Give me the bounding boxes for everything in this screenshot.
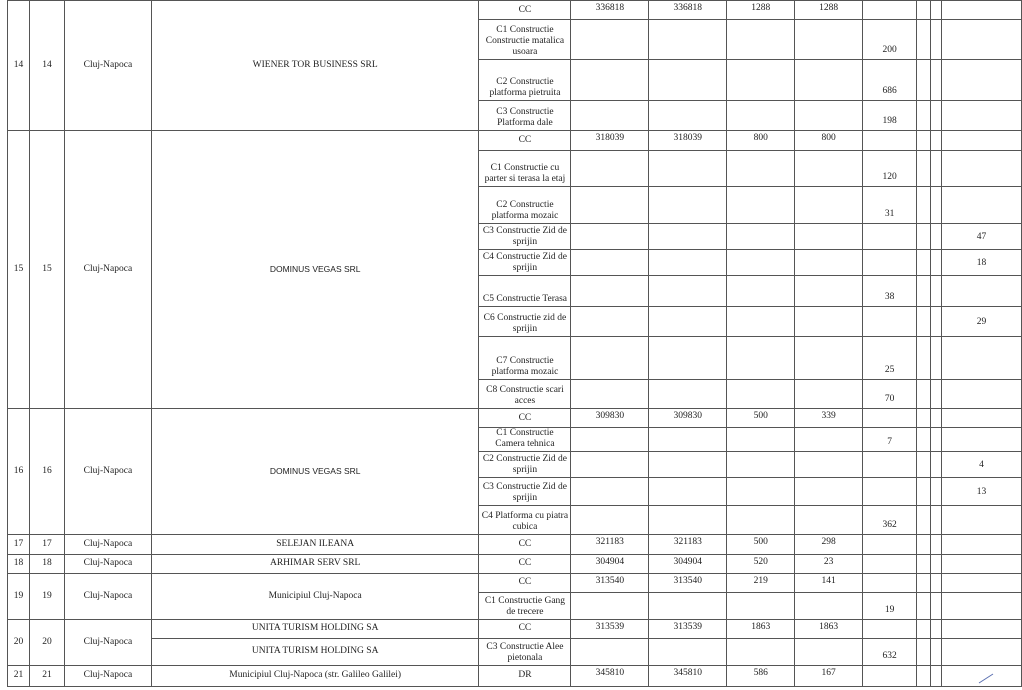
blank-column bbox=[917, 224, 931, 250]
blank-column bbox=[917, 101, 931, 131]
cadastral-number bbox=[571, 187, 649, 224]
area-total bbox=[727, 428, 795, 452]
construction-description: C1 Constructie Gang de trecere bbox=[479, 592, 571, 619]
area-total: 500 bbox=[727, 534, 795, 554]
cadastral-number bbox=[571, 380, 649, 409]
wall-area: 13 bbox=[942, 477, 1022, 505]
wall-area bbox=[942, 428, 1022, 452]
land-book-number: 336818 bbox=[649, 1, 727, 20]
blank-column bbox=[917, 60, 931, 101]
construction-description: C3 Constructie Alee pietonala bbox=[479, 638, 571, 665]
table-row bbox=[8, 638, 1022, 665]
construction-description: DR bbox=[479, 665, 571, 686]
wall-area bbox=[942, 638, 1022, 665]
row-number: 19 bbox=[8, 573, 30, 619]
construction-area: 632 bbox=[863, 638, 917, 665]
cadastral-number: 313540 bbox=[571, 573, 649, 592]
land-book-number: 321183 bbox=[649, 534, 727, 554]
owner-cell: Municipiul Cluj-Napoca bbox=[151, 573, 479, 619]
blank-column bbox=[917, 380, 931, 409]
blank-column bbox=[917, 554, 931, 573]
land-book-number: 309830 bbox=[649, 409, 727, 428]
cadastral-number bbox=[571, 505, 649, 534]
blank-column bbox=[931, 131, 942, 151]
locality-cell: Cluj-Napoca bbox=[64, 554, 151, 573]
blank-column bbox=[931, 307, 942, 337]
cadastral-number bbox=[571, 307, 649, 337]
construction-area: 362 bbox=[863, 505, 917, 534]
owner-cell: ARHIMAR SERV SRL bbox=[151, 554, 479, 573]
construction-description: C6 Constructie zid de sprijin bbox=[479, 307, 571, 337]
area-built bbox=[795, 276, 863, 307]
construction-description: CC bbox=[479, 619, 571, 638]
construction-area: 686 bbox=[863, 60, 917, 101]
row-number-secondary: 21 bbox=[29, 665, 64, 686]
land-book-number bbox=[649, 276, 727, 307]
construction-area bbox=[863, 250, 917, 276]
wall-area bbox=[942, 592, 1022, 619]
area-built bbox=[795, 451, 863, 477]
table-row bbox=[8, 665, 1022, 686]
area-built bbox=[795, 101, 863, 131]
table-row bbox=[8, 409, 1022, 428]
wall-area: 4 bbox=[942, 451, 1022, 477]
wall-area: 47 bbox=[942, 224, 1022, 250]
area-built: 800 bbox=[795, 131, 863, 151]
cadastral-number: 309830 bbox=[571, 409, 649, 428]
area-total bbox=[727, 505, 795, 534]
area-built bbox=[795, 307, 863, 337]
construction-area bbox=[863, 131, 917, 151]
area-total: 500 bbox=[727, 409, 795, 428]
blank-column bbox=[931, 477, 942, 505]
area-total bbox=[727, 60, 795, 101]
construction-area: 200 bbox=[863, 20, 917, 60]
blank-column bbox=[931, 60, 942, 101]
construction-description: C1 Constructie cu parter si terasa la etaj bbox=[479, 151, 571, 187]
area-built: 339 bbox=[795, 409, 863, 428]
construction-area bbox=[863, 619, 917, 638]
blank-column bbox=[917, 592, 931, 619]
area-built bbox=[795, 224, 863, 250]
wall-area bbox=[942, 573, 1022, 592]
blank-column bbox=[931, 409, 942, 428]
area-built bbox=[795, 477, 863, 505]
land-book-number bbox=[649, 250, 727, 276]
wall-area bbox=[942, 534, 1022, 554]
construction-area: 31 bbox=[863, 187, 917, 224]
cadastral-number: 313539 bbox=[571, 619, 649, 638]
row-number-secondary: 14 bbox=[29, 1, 64, 131]
construction-description: CC bbox=[479, 131, 571, 151]
blank-column bbox=[917, 307, 931, 337]
cadastral-number bbox=[571, 101, 649, 131]
blank-column bbox=[931, 638, 942, 665]
locality-cell: Cluj-Napoca bbox=[64, 409, 151, 535]
land-book-number bbox=[649, 20, 727, 60]
row-number-secondary: 15 bbox=[29, 131, 64, 409]
blank-column bbox=[917, 187, 931, 224]
wall-area bbox=[942, 60, 1022, 101]
wall-area bbox=[942, 554, 1022, 573]
area-built bbox=[795, 380, 863, 409]
property-register-table bbox=[7, 0, 1022, 687]
row-number-secondary: 20 bbox=[29, 619, 64, 665]
blank-column bbox=[917, 505, 931, 534]
wall-area bbox=[942, 131, 1022, 151]
construction-area bbox=[863, 307, 917, 337]
construction-description: C3 Constructie Zid de sprijin bbox=[479, 224, 571, 250]
blank-column bbox=[931, 554, 942, 573]
area-total bbox=[727, 224, 795, 250]
area-total bbox=[727, 250, 795, 276]
blank-column bbox=[917, 477, 931, 505]
owner-cell: DOMINUS VEGAS SRL bbox=[151, 409, 479, 535]
construction-area bbox=[863, 451, 917, 477]
area-total: 800 bbox=[727, 131, 795, 151]
row-number-secondary: 19 bbox=[29, 573, 64, 619]
blank-column bbox=[931, 505, 942, 534]
land-book-number bbox=[649, 60, 727, 101]
blank-column bbox=[917, 131, 931, 151]
cadastral-number bbox=[571, 428, 649, 452]
blank-column bbox=[931, 20, 942, 60]
cadastral-number bbox=[571, 638, 649, 665]
blank-column bbox=[931, 187, 942, 224]
row-number: 14 bbox=[8, 1, 30, 131]
cadastral-number bbox=[571, 592, 649, 619]
locality-cell: Cluj-Napoca bbox=[64, 534, 151, 554]
land-book-number bbox=[649, 380, 727, 409]
area-built bbox=[795, 151, 863, 187]
area-built: 141 bbox=[795, 573, 863, 592]
construction-area bbox=[863, 477, 917, 505]
construction-area bbox=[863, 534, 917, 554]
area-total: 1863 bbox=[727, 619, 795, 638]
wall-area: 29 bbox=[942, 307, 1022, 337]
wall-area bbox=[942, 1, 1022, 20]
area-total: 586 bbox=[727, 665, 795, 686]
blank-column bbox=[917, 409, 931, 428]
table-row bbox=[8, 131, 1022, 151]
wall-area bbox=[942, 276, 1022, 307]
land-book-number bbox=[649, 505, 727, 534]
area-total bbox=[727, 187, 795, 224]
cadastral-number: 336818 bbox=[571, 1, 649, 20]
land-book-number bbox=[649, 307, 727, 337]
land-book-number bbox=[649, 638, 727, 665]
locality-cell: Cluj-Napoca bbox=[64, 1, 151, 131]
area-built: 23 bbox=[795, 554, 863, 573]
area-total bbox=[727, 592, 795, 619]
area-total bbox=[727, 380, 795, 409]
row-number: 17 bbox=[8, 534, 30, 554]
construction-description: C5 Constructie Terasa bbox=[479, 276, 571, 307]
locality-cell: Cluj-Napoca bbox=[64, 665, 151, 686]
table-row bbox=[8, 554, 1022, 573]
land-book-number bbox=[649, 477, 727, 505]
area-built bbox=[795, 592, 863, 619]
blank-column bbox=[931, 1, 942, 20]
owner-cell: UNITA TURISM HOLDING SA bbox=[151, 619, 479, 638]
blank-column bbox=[931, 665, 942, 686]
construction-area bbox=[863, 554, 917, 573]
blank-column bbox=[931, 276, 942, 307]
cadastral-number bbox=[571, 451, 649, 477]
construction-area bbox=[863, 409, 917, 428]
wall-area: 18 bbox=[942, 250, 1022, 276]
locality-cell: Cluj-Napoca bbox=[64, 131, 151, 409]
blank-column bbox=[931, 101, 942, 131]
construction-description: CC bbox=[479, 534, 571, 554]
blank-column bbox=[931, 592, 942, 619]
area-total: 1288 bbox=[727, 1, 795, 20]
row-number: 16 bbox=[8, 409, 30, 535]
construction-area: 198 bbox=[863, 101, 917, 131]
blank-column bbox=[931, 380, 942, 409]
area-total: 520 bbox=[727, 554, 795, 573]
row-number: 21 bbox=[8, 665, 30, 686]
land-book-number bbox=[649, 428, 727, 452]
cadastral-number: 321183 bbox=[571, 534, 649, 554]
area-built: 1288 bbox=[795, 1, 863, 20]
blank-column bbox=[917, 573, 931, 592]
area-total bbox=[727, 101, 795, 131]
cadastral-number: 345810 bbox=[571, 665, 649, 686]
area-built bbox=[795, 638, 863, 665]
land-book-number: 345810 bbox=[649, 665, 727, 686]
land-book-number: 313540 bbox=[649, 573, 727, 592]
blank-column bbox=[917, 1, 931, 20]
table-row bbox=[8, 619, 1022, 638]
blank-column bbox=[931, 573, 942, 592]
land-book-number bbox=[649, 187, 727, 224]
construction-description: CC bbox=[479, 573, 571, 592]
construction-description: C4 Constructie Zid de sprijin bbox=[479, 250, 571, 276]
land-book-number bbox=[649, 151, 727, 187]
owner-cell: UNITA TURISM HOLDING SA bbox=[151, 638, 479, 665]
blank-column bbox=[917, 428, 931, 452]
cadastral-number bbox=[571, 250, 649, 276]
table-row bbox=[8, 534, 1022, 554]
cadastral-number: 318039 bbox=[571, 131, 649, 151]
construction-description: C2 Constructie Zid de sprijin bbox=[479, 451, 571, 477]
construction-description: C3 Constructie Platforma dale bbox=[479, 101, 571, 131]
blank-column bbox=[931, 250, 942, 276]
blank-column bbox=[931, 451, 942, 477]
area-total bbox=[727, 477, 795, 505]
blank-column bbox=[917, 337, 931, 380]
land-book-number bbox=[649, 101, 727, 131]
cadastral-number bbox=[571, 151, 649, 187]
wall-area bbox=[942, 101, 1022, 131]
area-built bbox=[795, 428, 863, 452]
owner-cell: DOMINUS VEGAS SRL bbox=[151, 131, 479, 409]
land-book-number: 304904 bbox=[649, 554, 727, 573]
blank-column bbox=[917, 451, 931, 477]
row-number: 18 bbox=[8, 554, 30, 573]
cadastral-number bbox=[571, 477, 649, 505]
area-built bbox=[795, 250, 863, 276]
cadastral-number bbox=[571, 224, 649, 250]
area-built bbox=[795, 505, 863, 534]
pen-mark-icon bbox=[978, 672, 994, 684]
construction-description: CC bbox=[479, 409, 571, 428]
blank-column bbox=[931, 337, 942, 380]
construction-area: 38 bbox=[863, 276, 917, 307]
construction-area bbox=[863, 224, 917, 250]
blank-column bbox=[917, 534, 931, 554]
cadastral-number: 304904 bbox=[571, 554, 649, 573]
land-book-number: 313539 bbox=[649, 619, 727, 638]
construction-area: 7 bbox=[863, 428, 917, 452]
cadastral-number bbox=[571, 276, 649, 307]
blank-column bbox=[917, 151, 931, 187]
row-number-secondary: 17 bbox=[29, 534, 64, 554]
construction-area bbox=[863, 665, 917, 686]
wall-area bbox=[942, 187, 1022, 224]
area-built bbox=[795, 20, 863, 60]
construction-description: C3 Constructie Zid de sprijin bbox=[479, 477, 571, 505]
wall-area bbox=[942, 20, 1022, 60]
row-number: 20 bbox=[8, 619, 30, 665]
land-book-number bbox=[649, 224, 727, 250]
construction-description: CC bbox=[479, 1, 571, 20]
wall-area bbox=[942, 380, 1022, 409]
construction-description: C1 Constructie Camera tehnica bbox=[479, 428, 571, 452]
area-total bbox=[727, 307, 795, 337]
cadastral-number bbox=[571, 20, 649, 60]
construction-area: 120 bbox=[863, 151, 917, 187]
land-book-number bbox=[649, 451, 727, 477]
wall-area bbox=[942, 409, 1022, 428]
blank-column bbox=[931, 619, 942, 638]
blank-column bbox=[931, 534, 942, 554]
blank-column bbox=[917, 250, 931, 276]
land-book-number bbox=[649, 337, 727, 380]
construction-area bbox=[863, 573, 917, 592]
area-built: 167 bbox=[795, 665, 863, 686]
area-built bbox=[795, 337, 863, 380]
table-row bbox=[8, 1, 1022, 20]
wall-area bbox=[942, 619, 1022, 638]
blank-column bbox=[917, 20, 931, 60]
locality-cell: Cluj-Napoca bbox=[64, 619, 151, 665]
blank-column bbox=[917, 638, 931, 665]
construction-area: 25 bbox=[863, 337, 917, 380]
row-number: 15 bbox=[8, 131, 30, 409]
construction-description: C2 Constructie platforma mozaic bbox=[479, 187, 571, 224]
blank-column bbox=[931, 151, 942, 187]
wall-area bbox=[942, 337, 1022, 380]
cadastral-number bbox=[571, 60, 649, 101]
area-total: 219 bbox=[727, 573, 795, 592]
construction-description: C4 Platforma cu piatra cubica bbox=[479, 505, 571, 534]
blank-column bbox=[917, 276, 931, 307]
wall-area bbox=[942, 151, 1022, 187]
construction-area bbox=[863, 1, 917, 20]
wall-area bbox=[942, 505, 1022, 534]
land-book-number: 318039 bbox=[649, 131, 727, 151]
row-number-secondary: 16 bbox=[29, 409, 64, 535]
owner-cell: WIENER TOR BUSINESS SRL bbox=[151, 1, 479, 131]
area-built: 298 bbox=[795, 534, 863, 554]
owner-cell: Municipiul Cluj-Napoca (str. Galileo Galilei) bbox=[151, 665, 479, 686]
construction-description: CC bbox=[479, 554, 571, 573]
area-total bbox=[727, 20, 795, 60]
cadastral-number bbox=[571, 337, 649, 380]
area-total bbox=[727, 638, 795, 665]
area-built bbox=[795, 60, 863, 101]
area-total bbox=[727, 451, 795, 477]
blank-column bbox=[917, 665, 931, 686]
table-row bbox=[8, 573, 1022, 592]
blank-column bbox=[931, 224, 942, 250]
construction-area: 70 bbox=[863, 380, 917, 409]
construction-description: C8 Constructie scari acces bbox=[479, 380, 571, 409]
area-built: 1863 bbox=[795, 619, 863, 638]
blank-column bbox=[931, 428, 942, 452]
construction-description: C1 Constructie Constructie matalica usoara bbox=[479, 20, 571, 60]
blank-column bbox=[917, 619, 931, 638]
owner-cell: SELEJAN ILEANA bbox=[151, 534, 479, 554]
construction-area: 19 bbox=[863, 592, 917, 619]
land-book-number bbox=[649, 592, 727, 619]
area-total bbox=[727, 151, 795, 187]
area-built bbox=[795, 187, 863, 224]
area-total bbox=[727, 276, 795, 307]
row-number-secondary: 18 bbox=[29, 554, 64, 573]
construction-description: C2 Constructie platforma pietruita bbox=[479, 60, 571, 101]
construction-description: C7 Constructie platforma mozaic bbox=[479, 337, 571, 380]
locality-cell: Cluj-Napoca bbox=[64, 573, 151, 619]
area-total bbox=[727, 337, 795, 380]
